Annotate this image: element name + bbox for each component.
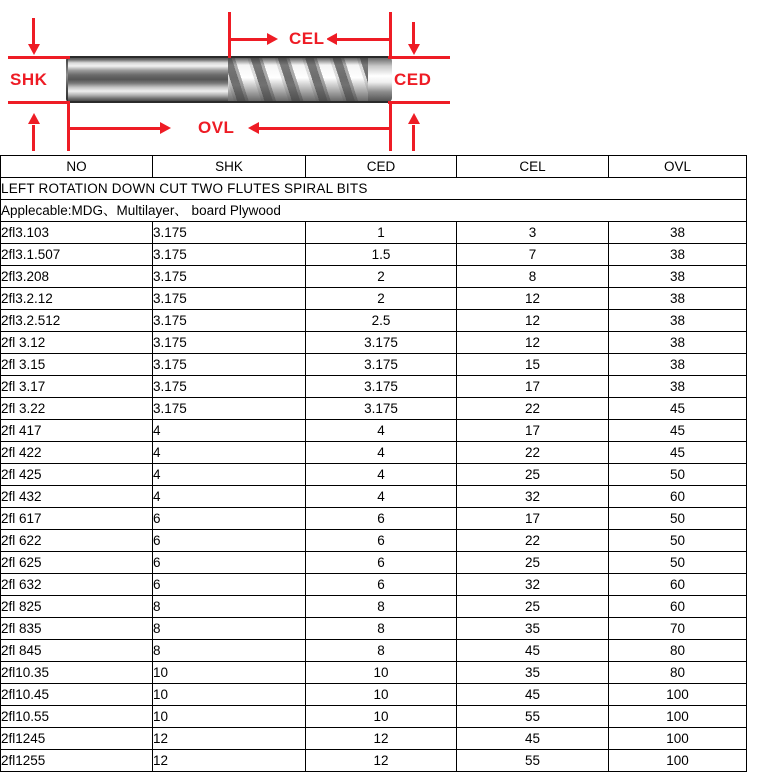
cell-no: 2fl 625 <box>1 552 153 574</box>
cell-ovl: 100 <box>609 728 747 750</box>
cell-shk: 3.175 <box>153 398 306 420</box>
cell-shk: 4 <box>153 420 306 442</box>
bit-cutting-tip <box>368 57 392 102</box>
table-row <box>1 574 747 596</box>
shk-arrowhead-up-icon <box>28 113 40 124</box>
cell-no: 2fl 425 <box>1 464 153 486</box>
ovl-extension-right <box>389 101 392 151</box>
cell-shk: 6 <box>153 552 306 574</box>
column-header-ced: CED <box>306 156 457 178</box>
cell-cel: 8 <box>457 266 609 288</box>
cell-shk: 6 <box>153 508 306 530</box>
cell-cel: 22 <box>457 398 609 420</box>
shk-arrowhead-down-icon <box>28 44 40 55</box>
cell-shk: 3.175 <box>153 266 306 288</box>
cell-no: 2fl 3.12 <box>1 332 153 354</box>
ovl-arrowhead-left-icon <box>248 122 259 134</box>
shk-tick-bottom <box>8 101 70 104</box>
cell-ovl: 50 <box>609 464 747 486</box>
cell-shk: 6 <box>153 574 306 596</box>
table-body <box>1 222 747 772</box>
ced-arrowhead-down-icon <box>408 44 420 55</box>
cell-ovl: 38 <box>609 332 747 354</box>
ovl-line-left <box>67 127 163 130</box>
cell-shk: 12 <box>153 728 306 750</box>
cell-cel: 25 <box>457 552 609 574</box>
cell-cel: 45 <box>457 728 609 750</box>
cell-shk: 3.175 <box>153 354 306 376</box>
bit-shank-body <box>68 57 231 102</box>
cell-shk: 6 <box>153 530 306 552</box>
cell-no: 2fl 825 <box>1 596 153 618</box>
table-row <box>1 310 747 332</box>
cell-ovl: 50 <box>609 552 747 574</box>
cell-ovl: 50 <box>609 508 747 530</box>
cell-cel: 55 <box>457 706 609 728</box>
cell-ovl: 38 <box>609 222 747 244</box>
cell-ced: 12 <box>306 750 457 772</box>
cell-no: 2fl 3.17 <box>1 376 153 398</box>
title-row <box>1 178 747 200</box>
cell-ced: 2 <box>306 288 457 310</box>
column-header-ovl: OVL <box>609 156 747 178</box>
cell-cel: 22 <box>457 530 609 552</box>
cell-ovl: 38 <box>609 354 747 376</box>
specification-table <box>0 155 747 772</box>
cell-shk: 8 <box>153 596 306 618</box>
cell-cel: 45 <box>457 640 609 662</box>
cell-ced: 8 <box>306 640 457 662</box>
cell-ced: 1.5 <box>306 244 457 266</box>
applicable-materials: Applecable:MDG、Multilayer、 board Plywood <box>1 200 747 222</box>
subtitle-row <box>1 200 747 222</box>
cell-cel: 3 <box>457 222 609 244</box>
table-header <box>1 156 747 178</box>
table-row <box>1 354 747 376</box>
cell-no: 2fl3.208 <box>1 266 153 288</box>
table-row <box>1 332 747 354</box>
cell-ced: 4 <box>306 420 457 442</box>
table-row <box>1 222 747 244</box>
cell-shk: 3.175 <box>153 332 306 354</box>
cell-cel: 12 <box>457 288 609 310</box>
ced-arrow-line-bottom <box>412 125 415 151</box>
cell-cel: 12 <box>457 332 609 354</box>
table-row <box>1 398 747 420</box>
cel-label: CEL <box>289 29 325 48</box>
shk-tick-top <box>8 56 70 59</box>
cell-no: 2fl 3.22 <box>1 398 153 420</box>
cell-cel: 35 <box>457 618 609 640</box>
table-row <box>1 442 747 464</box>
cell-ced: 8 <box>306 596 457 618</box>
cell-ced: 10 <box>306 662 457 684</box>
cell-ced: 8 <box>306 618 457 640</box>
cell-cel: 32 <box>457 574 609 596</box>
cell-no: 2fl 617 <box>1 508 153 530</box>
ced-label: CED <box>394 70 432 89</box>
table-row <box>1 596 747 618</box>
cell-no: 2fl 622 <box>1 530 153 552</box>
cell-ovl: 80 <box>609 662 747 684</box>
cell-shk: 3.175 <box>153 244 306 266</box>
cell-ovl: 100 <box>609 684 747 706</box>
cell-no: 2fl3.2.512 <box>1 310 153 332</box>
cell-cel: 32 <box>457 486 609 508</box>
cell-no: 2fl 3.15 <box>1 354 153 376</box>
table-row <box>1 552 747 574</box>
table-row <box>1 662 747 684</box>
ced-arrowhead-up-icon <box>408 113 420 124</box>
page-title: LEFT ROTATION DOWN CUT TWO FLUTES SPIRAL BITS <box>1 178 747 200</box>
cell-ced: 3.175 <box>306 376 457 398</box>
cell-ovl: 60 <box>609 486 747 508</box>
cell-ovl: 45 <box>609 442 747 464</box>
cell-cel: 12 <box>457 310 609 332</box>
ovl-arrowhead-right-icon <box>160 122 171 134</box>
cell-ovl: 38 <box>609 288 747 310</box>
cell-ovl: 38 <box>609 266 747 288</box>
shk-arrow-line-bottom <box>32 125 35 151</box>
cell-no: 2fl10.45 <box>1 684 153 706</box>
cell-cel: 15 <box>457 354 609 376</box>
cell-cel: 22 <box>457 442 609 464</box>
cell-ced: 4 <box>306 442 457 464</box>
cel-arrowhead-right-icon <box>267 33 278 45</box>
cell-ced: 2 <box>306 266 457 288</box>
cell-ced: 1 <box>306 222 457 244</box>
table-row <box>1 486 747 508</box>
column-header-no: NO <box>1 156 153 178</box>
bit-flute-body <box>228 57 388 102</box>
cell-shk: 3.175 <box>153 222 306 244</box>
cell-cel: 25 <box>457 596 609 618</box>
cell-no: 2fl 845 <box>1 640 153 662</box>
cell-ovl: 60 <box>609 574 747 596</box>
cell-ced: 3.175 <box>306 354 457 376</box>
cell-no: 2fl 835 <box>1 618 153 640</box>
cell-no: 2fl 632 <box>1 574 153 596</box>
ovl-line-right <box>252 127 392 130</box>
cell-ovl: 70 <box>609 618 747 640</box>
cell-shk: 4 <box>153 442 306 464</box>
cell-shk: 12 <box>153 750 306 772</box>
cell-cel: 17 <box>457 508 609 530</box>
column-header-shk: SHK <box>153 156 306 178</box>
cell-cel: 25 <box>457 464 609 486</box>
table-row <box>1 640 747 662</box>
cel-line-left <box>228 38 270 41</box>
cell-ced: 6 <box>306 552 457 574</box>
cell-ovl: 38 <box>609 376 747 398</box>
bit-outline-bottom <box>68 101 392 103</box>
table-row <box>1 464 747 486</box>
table-row <box>1 706 747 728</box>
cell-shk: 3.175 <box>153 310 306 332</box>
cell-shk: 4 <box>153 464 306 486</box>
cell-no: 2fl1255 <box>1 750 153 772</box>
table-row <box>1 420 747 442</box>
cell-ced: 6 <box>306 574 457 596</box>
cell-shk: 10 <box>153 706 306 728</box>
cell-cel: 17 <box>457 420 609 442</box>
cell-cel: 35 <box>457 662 609 684</box>
table-heading-block <box>1 178 747 222</box>
cell-ced: 6 <box>306 530 457 552</box>
ced-tick-bottom <box>388 101 450 104</box>
cell-ced: 3.175 <box>306 332 457 354</box>
cell-ced: 4 <box>306 486 457 508</box>
cell-no: 2fl 422 <box>1 442 153 464</box>
cell-ovl: 38 <box>609 310 747 332</box>
table-row <box>1 530 747 552</box>
cell-ovl: 80 <box>609 640 747 662</box>
cell-shk: 3.175 <box>153 376 306 398</box>
cell-cel: 17 <box>457 376 609 398</box>
header-row <box>1 156 747 178</box>
cell-cel: 7 <box>457 244 609 266</box>
ovl-extension-left <box>67 101 70 151</box>
cell-ced: 12 <box>306 728 457 750</box>
cell-shk: 10 <box>153 662 306 684</box>
cell-shk: 4 <box>153 486 306 508</box>
cell-ced: 10 <box>306 684 457 706</box>
ced-arrow-line-top <box>412 22 415 46</box>
cell-cel: 55 <box>457 750 609 772</box>
ced-tick-top <box>388 56 450 59</box>
cell-ced: 2.5 <box>306 310 457 332</box>
cell-no: 2fl1245 <box>1 728 153 750</box>
table-row <box>1 508 747 530</box>
spiral-bit-diagram <box>0 0 761 155</box>
cel-extension-right <box>389 12 392 58</box>
cell-ovl: 100 <box>609 706 747 728</box>
shk-label: SHK <box>10 70 48 89</box>
table-row <box>1 266 747 288</box>
ovl-label: OVL <box>198 118 235 137</box>
cell-ced: 6 <box>306 508 457 530</box>
cell-ovl: 50 <box>609 530 747 552</box>
cell-ced: 10 <box>306 706 457 728</box>
cell-ovl: 38 <box>609 244 747 266</box>
cell-ovl: 100 <box>609 750 747 772</box>
cell-cel: 45 <box>457 684 609 706</box>
cel-extension-left <box>228 12 231 58</box>
cell-no: 2fl10.35 <box>1 662 153 684</box>
shk-arrow-line-top <box>32 18 35 46</box>
table-row <box>1 750 747 772</box>
table-row <box>1 618 747 640</box>
table-row <box>1 376 747 398</box>
cell-no: 2fl3.2.12 <box>1 288 153 310</box>
cell-shk: 10 <box>153 684 306 706</box>
cell-no: 2fl 417 <box>1 420 153 442</box>
cell-ovl: 45 <box>609 420 747 442</box>
cel-line-right <box>330 38 392 41</box>
cell-ovl: 60 <box>609 596 747 618</box>
cell-ovl: 45 <box>609 398 747 420</box>
table-row <box>1 244 747 266</box>
cell-shk: 3.175 <box>153 288 306 310</box>
cell-no: 2fl3.103 <box>1 222 153 244</box>
cell-ced: 3.175 <box>306 398 457 420</box>
cell-shk: 8 <box>153 640 306 662</box>
cel-arrowhead-left-icon <box>326 33 337 45</box>
table-row <box>1 728 747 750</box>
cell-ced: 4 <box>306 464 457 486</box>
table-row <box>1 288 747 310</box>
cell-no: 2fl3.1.507 <box>1 244 153 266</box>
cell-no: 2fl10.55 <box>1 706 153 728</box>
cell-shk: 8 <box>153 618 306 640</box>
cell-no: 2fl 432 <box>1 486 153 508</box>
table-row <box>1 684 747 706</box>
column-header-cel: CEL <box>457 156 609 178</box>
